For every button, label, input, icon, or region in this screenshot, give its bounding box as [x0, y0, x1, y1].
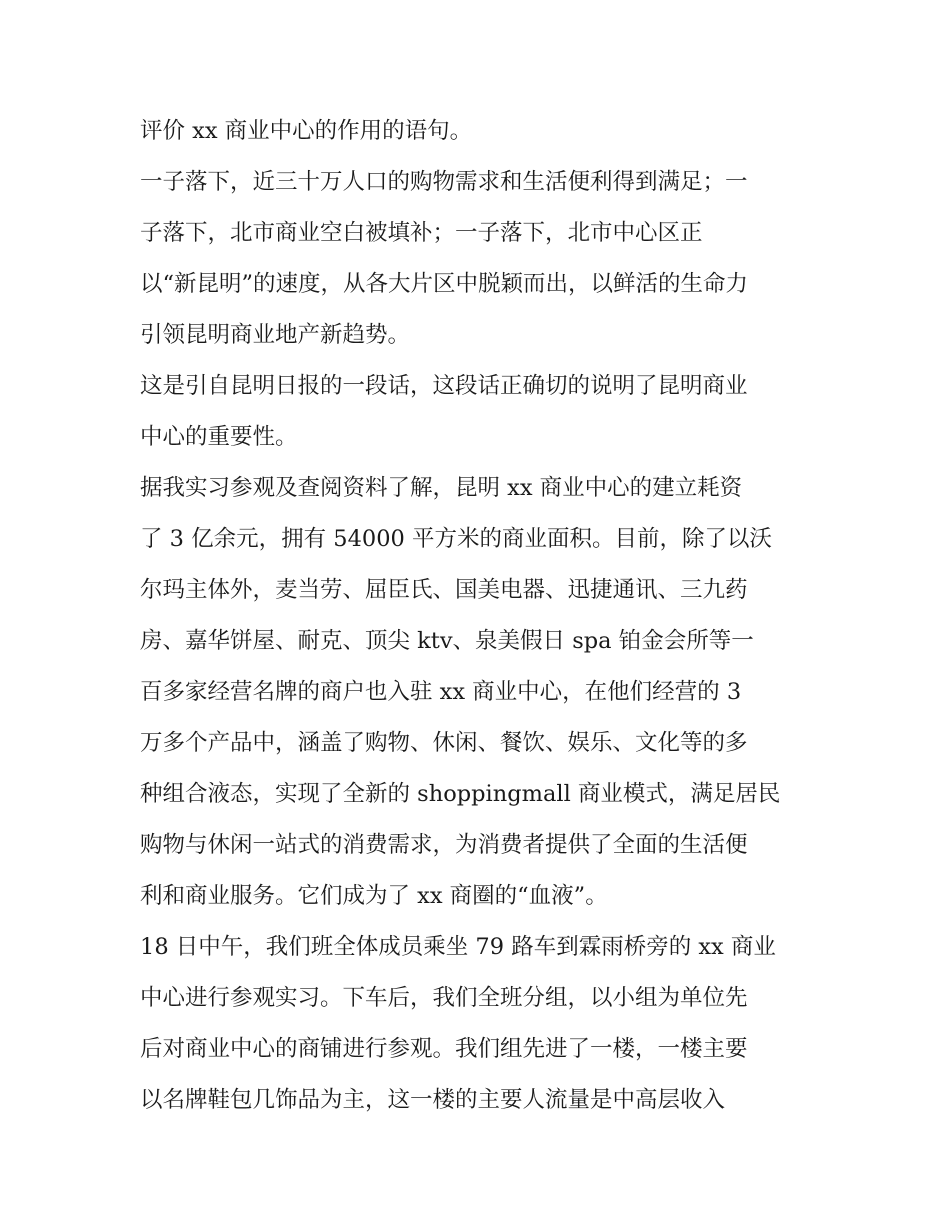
- text-line: 子落下，北市商业空白被填补；一子落下，北市中心区正: [140, 220, 703, 246]
- text-line: 评价 xx 商业中心的作用的语句。: [140, 118, 473, 144]
- text-line: 种组合液态，实现了全新的 shoppingmall 商业模式，满足居民: [140, 781, 781, 807]
- text-line: 这是引自昆明日报的一段话，这段话正确切的说明了昆明商业: [140, 373, 748, 399]
- text-line: 据我实习参观及查阅资料了解，昆明 xx 商业中心的建立耗资: [140, 475, 743, 501]
- text-line: 万多个产品中，涵盖了购物、休闲、餐饮、娱乐、文化等的多: [140, 730, 748, 756]
- text-line: 引领昆明商业地产新趋势。: [140, 322, 411, 348]
- text-line: 中心进行参观实习。下车后，我们全班分组，以小组为单位先: [140, 985, 748, 1011]
- text-line: 后对商业中心的商铺进行参观。我们组先进了一楼，一楼主要: [140, 1036, 748, 1062]
- text-line: 以“新昆明”的速度，从各大片区中脱颖而出，以鲜活的生命力: [140, 271, 749, 297]
- document-body: [140, 106, 812, 1126]
- text-line: 利和商业服务。它们成为了 xx 商圈的“血液”。: [140, 883, 608, 909]
- text-line: 购物与休闲一站式的消费需求，为消费者提供了全面的生活便: [140, 832, 748, 858]
- text-line: 一子落下，近三十万人口的购物需求和生活便利得到满足；一: [140, 169, 748, 195]
- text-line: 房、嘉华饼屋、耐克、顶尖 ktv、泉美假日 spa 铂金会所等一: [140, 628, 754, 654]
- text-line: 百多家经营名牌的商户也入驻 xx 商业中心，在他们经营的 3: [140, 679, 742, 705]
- text-line: 中心的重要性。: [140, 424, 298, 450]
- text-line: 以名牌鞋包几饰品为主，这一楼的主要人流量是中高层收入: [140, 1087, 726, 1113]
- text-line: 18 日中午，我们班全体成员乘坐 79 路车到霖雨桥旁的 xx 商业: [140, 934, 776, 960]
- text-line: 了 3 亿余元，拥有 54000 平方米的商业面积。目前，除了以沃: [140, 526, 773, 552]
- text-line: 尔玛主体外，麦当劳、屈臣氏、国美电器、迅捷通讯、三九药: [140, 577, 748, 603]
